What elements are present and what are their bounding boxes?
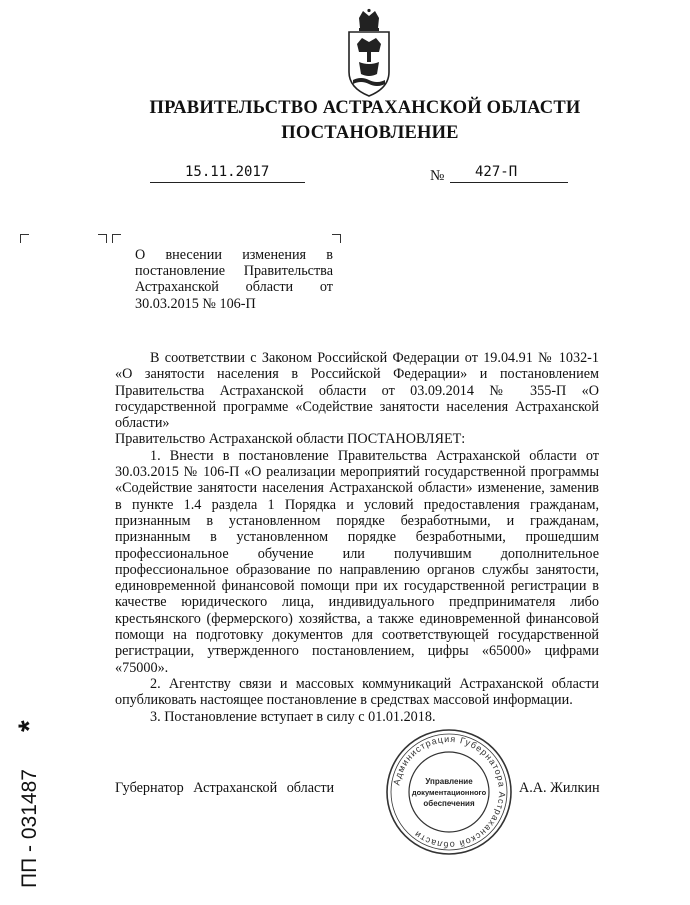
subject-line: 30.03.2015 № 106-П bbox=[135, 295, 256, 312]
corner-bracket-left bbox=[20, 234, 29, 243]
signatory-title: Губернатор Астраханской области bbox=[115, 780, 335, 796]
coat-of-arms-emblem bbox=[343, 8, 395, 98]
document-body bbox=[115, 350, 599, 725]
subject-line: Астраханской области от bbox=[135, 279, 333, 296]
stamp-center-line: Управление bbox=[425, 777, 473, 786]
subject-line: постановление Правительства bbox=[135, 263, 333, 280]
stamp-center-line: документационного bbox=[411, 788, 487, 797]
subject-line: О внесении изменения в bbox=[135, 247, 333, 263]
organization-title: ПРАВИТЕЛЬСТВО АСТРАХАНСКОЙ ОБЛАСТИ bbox=[149, 98, 581, 118]
item-3-paragraph: 3. Постановление вступает в силу с 01.01.2018. bbox=[150, 708, 436, 725]
corner-bracket-subject-start bbox=[112, 234, 121, 243]
signatory-name: А.А. Жилкин bbox=[519, 780, 600, 796]
document-number: 427-П bbox=[475, 164, 518, 180]
document-type: ПОСТАНОВЛЕНИЕ bbox=[281, 123, 459, 143]
stamp-center-line: обеспечения bbox=[423, 799, 475, 808]
number-underline bbox=[450, 182, 568, 183]
registration-code: ПП - 031487 bbox=[18, 769, 41, 888]
corner-bracket-left-end bbox=[98, 234, 107, 243]
stamp-ring-text: Администрация Губернатора Астраханской области bbox=[391, 733, 508, 851]
document-date: 15.11.2017 bbox=[185, 164, 270, 180]
preamble-paragraph: В соответствии с Законом Российской Федерации от 19.04.91 № 1032-1 «О занятости населения в Российской Федерации» и постановлением Правительства Астраханской области от 03.09.2014 № 355-П «О государственной программе «Содействие занятости населения Астраханской области» bbox=[115, 350, 599, 432]
official-stamp-seal bbox=[383, 726, 515, 858]
number-sign: № bbox=[430, 168, 445, 184]
registration-number-vertical bbox=[12, 700, 46, 890]
decree-line: Правительство Астраханской области ПОСТАНОВЛЯЕТ: bbox=[115, 431, 466, 448]
asterisk-mark: * bbox=[13, 720, 46, 732]
item-1-paragraph: 1. Внести в постановление Правительства Астраханской области от 30.03.2015 № 106-П «О реализации мероприятий государственной программы «Содействие занятости населения Астраханской области» изменение, заменив в пункте 1.4 раздела 1 Порядка и условий предоставления гражданам, признанным в установленном порядке безработными, и гражданам, признанным в установленном порядке безработными, прошедшим профессиональное обучение или получившим дополнительное профессиональное образование по направлению органов службы занятости, единовременной финансовой помощи при их государственной регистрации в качестве юридического лица, индивидуального предпринимателя либо крестьянского (фермерского) хозяйства, а также единовременной финансовой помощи на подготовку документов для соответствующей государственной регистрации, утвержденного постановлением, цифры «65000» цифрами «75000». bbox=[115, 447, 599, 676]
corner-bracket-subject-end bbox=[332, 234, 341, 243]
date-underline bbox=[150, 182, 305, 183]
document-subject bbox=[135, 247, 333, 312]
item-2-paragraph: 2. Агентству связи и массовых коммуникаций Астраханской области опубликовать настоящее постановление в средствах массовой информации. bbox=[115, 675, 599, 709]
